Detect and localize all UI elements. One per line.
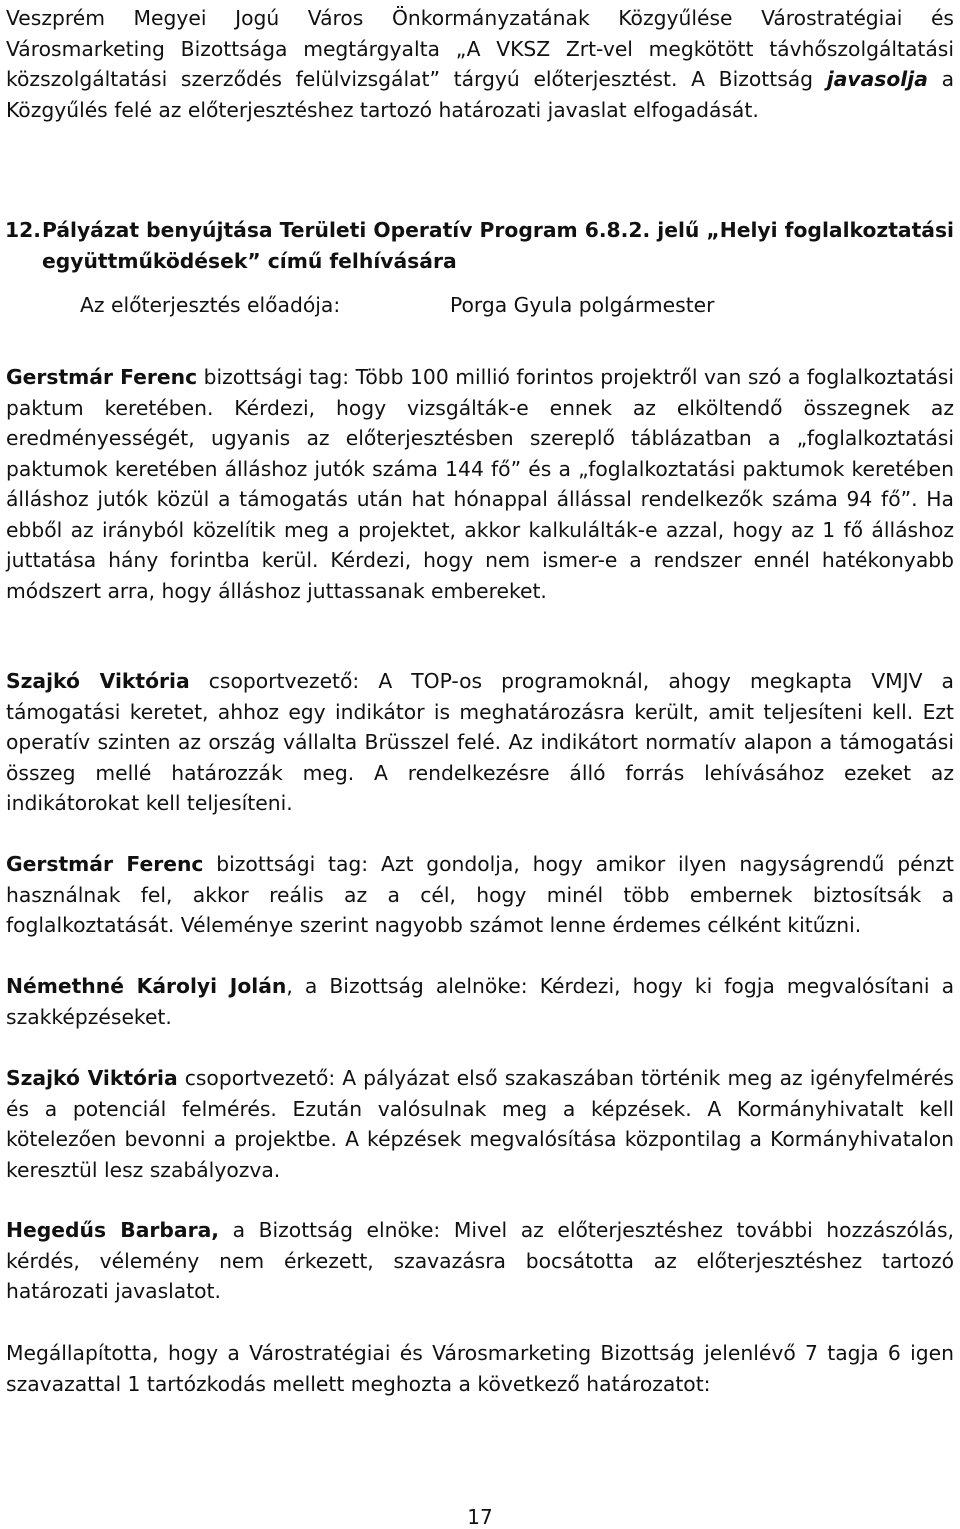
intro-text-part2: a Közgyűlés felé az előterjesztéshez tartozó határozati javaslat elfogadását. bbox=[6, 67, 954, 122]
presenter-label: Az előterjesztés előadója: bbox=[80, 293, 341, 317]
minutes-paragraph bbox=[6, 971, 954, 1032]
minutes-paragraph bbox=[6, 1063, 954, 1185]
speaker-name: Szajkó Viktória bbox=[6, 669, 190, 693]
intro-paragraph bbox=[6, 3, 954, 125]
speaker-statement: csoportvezető: A pályázat első szakaszában történik meg az igényfelmérés és a potenciál felmérés. Ezután valósulnak meg a képzések. A Kormányhivatalt kell kötelezően bevonni a projektbe. A képzések megvalósítása központilag a Kormányhivatalon keresztül lesz szabályozva. bbox=[6, 1066, 954, 1182]
presenter-name: Porga Gyula polgármester bbox=[450, 293, 715, 317]
minutes-paragraph bbox=[6, 666, 954, 819]
speaker-name: Gerstmár Ferenc bbox=[6, 365, 198, 389]
speaker-statement: , a Bizottság alelnöke: Kérdezi, hogy ki fogja megvalósítani a szakképzéseket. bbox=[6, 974, 955, 1029]
speaker-statement: bizottsági tag: Azt gondolja, hogy amikor ilyen nagyságrendű pénzt használnak fel, akkor reális az a cél, hogy minél több embernek biztosítsák a foglalkoztatását. Véleménye szerint nagyobb számot lenne érdemes célként kitűzni. bbox=[6, 852, 954, 937]
speaker-name: Némethné Károlyi Jolán bbox=[6, 974, 287, 998]
minutes-paragraph bbox=[6, 1215, 954, 1307]
agenda-item-heading bbox=[5, 215, 954, 276]
minutes-paragraph bbox=[6, 362, 954, 606]
minutes-paragraph bbox=[6, 849, 954, 941]
speaker-name: Szajkó Viktória bbox=[6, 1066, 178, 1090]
agenda-item-number: 12. bbox=[5, 218, 41, 242]
page-number: 17 bbox=[467, 1505, 493, 1529]
speaker-name: Gerstmár Ferenc bbox=[6, 852, 204, 876]
agenda-item-title: Pályázat benyújtása Területi Operatív Program 6.8.2. jelű „Helyi foglalkoztatási együttműködések” című felhívására bbox=[42, 218, 954, 273]
speaker-statement: csoportvezető: A TOP-os programoknál, ahogy megkapta VMJV a támogatási keretet, ahhoz egy indikátor is meghatározásra került, amit teljesíteni kell. Ezt operatív szinten az ország vállalta Brüsszel felé. Az indikátort normatív alapon a támogatási összeg mellé határozzák meg. A rendelkezésre álló forrás lehívásához ezeket az indikátorokat kell teljesíteni. bbox=[6, 669, 954, 815]
speaker-statement: bizottsági tag: Több 100 millió forintos projektről van szó a foglalkoztatási paktum keretében. Kérdezi, hogy vizsgálták-e ennek az elköltendő összegnek az eredményességét, ugyanis az előterjesztésben szereplő táblázatban a „foglalkoztatási paktumok keretében álláshoz jutók száma 144 fő” és a „foglalkoztatási paktumok keretében álláshoz jutók közül a támogatás után hat hónappal állással rendelkezők száma 94 fő”. Ha ebből az irányból közelítik meg a projektet, akkor kalkulálták-e azzal, hogy az 1 fő álláshoz juttatása hány forintba kerül. Kérdezi, hogy nem ismer-e a rendszer ennél hatékonyabb módszert arra, hogy álláshoz juttassanak embereket. bbox=[6, 365, 955, 603]
intro-emphasis: javasolja bbox=[826, 67, 928, 91]
speaker-statement: a Bizottság elnöke: Mivel az előterjesztéshez további hozzászólás, kérdés, vélemény nem érkezett, szavazásra bocsátotta az előterjesztéshez tartozó határozati javaslatot. bbox=[6, 1218, 954, 1303]
conclusion-paragraph: Megállapította, hogy a Várostratégiai és Városmarketing Bizottság jelenlévő 7 tagja 6 igen szavazattal 1 tartózkodás mellett meghozta a következő határozatot: bbox=[6, 1341, 954, 1396]
speaker-name: Hegedűs Barbara, bbox=[6, 1218, 219, 1242]
intro-text-part1: Veszprém Megyei Jogú Város Önkormányzatának Közgyűlése Várostratégiai és Városmarketing Bizottsága megtárgyalta „A VKSZ Zrt-vel megkötött távhőszolgáltatási közszolgáltatási szerződés felülvizsgálat” tárgyú előterjesztést. A Bizottság bbox=[6, 6, 954, 91]
